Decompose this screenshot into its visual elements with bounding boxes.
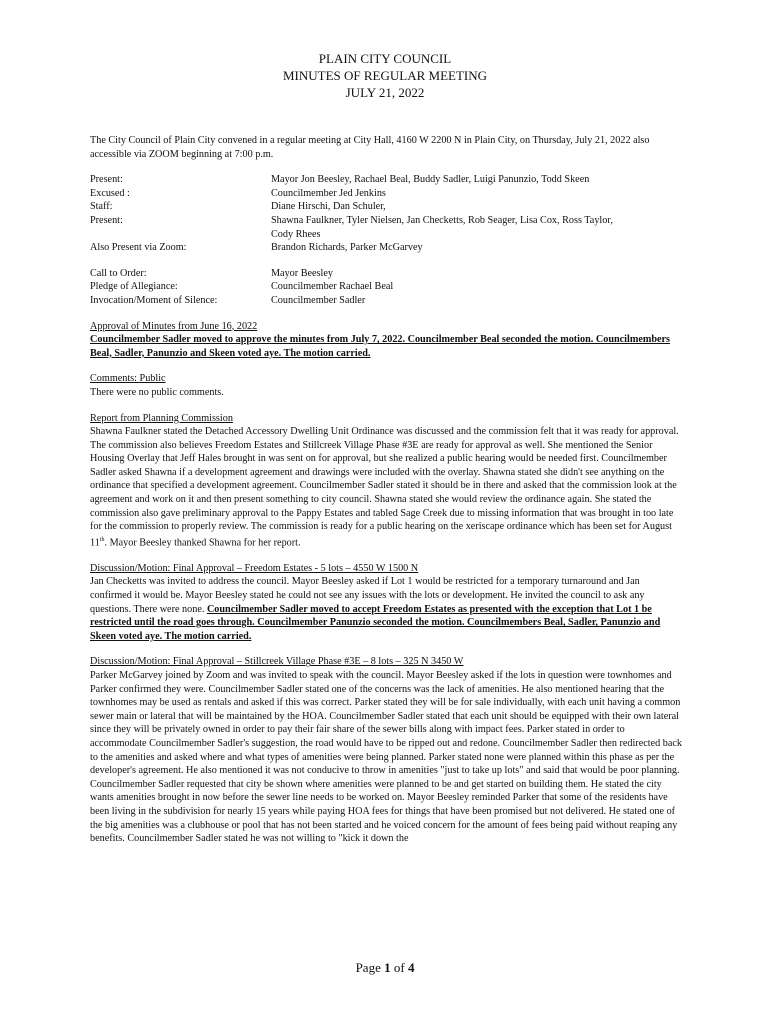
attendance-labels bbox=[90, 173, 271, 255]
footer-page-word: Page bbox=[355, 960, 381, 975]
document-title bbox=[0, 50, 770, 101]
freedom-section bbox=[90, 562, 682, 644]
attendance-block bbox=[90, 173, 682, 255]
attendance-value: Councilmember Jed Jenkins bbox=[271, 187, 386, 199]
stillcreek-section bbox=[90, 655, 682, 845]
comments-text: There were no public comments. bbox=[90, 386, 224, 398]
intro-paragraph: The City Council of Plain City convened in a regular meeting at City Hall, 4160 W 2200 N in Plain City, on Thursday, July 21, 2022 also accessible via ZOOM beginning at 7:00 p.m. bbox=[90, 135, 650, 160]
order-value: Councilmember Rachael Beal bbox=[271, 281, 394, 293]
order-label: Call to Order: bbox=[90, 267, 147, 279]
title-line-1: PLAIN CITY COUNCIL bbox=[318, 51, 452, 66]
planning-text-end: . Mayor Beesley thanked Shawna for her report. bbox=[104, 537, 301, 549]
freedom-heading: Discussion/Motion: Final Approval – Freedom Estates - 5 lots – 4550 W 1500 N bbox=[90, 562, 419, 574]
attendance-value: Cody Rhees bbox=[271, 228, 321, 240]
order-label: Pledge of Allegiance: bbox=[90, 281, 178, 293]
freedom-motion: Councilmember Sadler moved to accept Freedom Estates as presented with the exception that Lot 1 be restricted until the road goes through. Councilmember Panunzio seconded the motion. Councilmembers Beal, Sadler, Panunzio and Skeen voted aye. The motion carried. bbox=[90, 603, 661, 642]
ordinal-suffix: th bbox=[99, 536, 105, 543]
stillcreek-heading: Discussion/Motion: Final Approval – Stillcreek Village Phase #3E – 8 lots – 325 N 3450 W bbox=[90, 656, 464, 668]
attendance-label: Staff: bbox=[90, 201, 113, 213]
page-footer bbox=[0, 960, 770, 976]
attendance-label: Present: bbox=[90, 174, 123, 186]
comments-heading: Comments: Public bbox=[90, 373, 166, 385]
attendance-value: Diane Hirschi, Dan Schuler, bbox=[271, 201, 386, 213]
minutes-motion: Councilmember Sadler moved to approve the minutes from July 7, 2022. Councilmember Beal seconded the motion. Councilmembers Beal, Sadler, Panunzio and Skeen voted aye. The motion carried. bbox=[90, 334, 670, 359]
planning-text-main: Shawna Faulkner stated the Detached Accessory Dwelling Unit Ordinance was discussed and the commission felt that it was ready for approval. The commission also believes Freedom Estates and Stillcreek Village Phase #3E are ready for approval as well. She mentioned the Senior Housing Overlay that Jeff Hales brought in was sent on for approval, but she realized a public hearing would be needed first. Councilmember Sadler asked Shawna if a development agreement and drawings were included with the overlay. Shawna stated she didn't see anything on the ordinance that specified a development agreement. Councilmember Sadler stated it should be in there and asked that the commission look at the agreement and work on it and then present something to city council. Shawna stated she would review the ordinance again. She stated the commission also gave preliminary approval to the Pappy Estates and tabled Sage Creek due to missing information that was brought in too late for the commission to properly review. The commission is ready for a public hearing on the xeriscape ordinance which has been set for August 11 bbox=[90, 426, 679, 549]
freedom-text-block bbox=[90, 575, 682, 643]
planning-section bbox=[90, 412, 682, 550]
planning-heading: Report from Planning Commission bbox=[90, 412, 233, 424]
order-values bbox=[271, 267, 682, 308]
footer-of-word: of bbox=[393, 960, 405, 975]
stillcreek-text: Parker McGarvey joined by Zoom and was invited to speak with the council. Mayor Beesley asked if the lots in question were townhomes and Parker confirmed they were. Councilmember Sadler stated one of the concerns was the lack of amenities. He also mentioned hearing that the townhomes may be used as rentals and asked if this was correct. Parker stated they will be for sale individually, with each unit having a common sewer main or lateral that will be maintained by the HOA. Councilmember Sadler stated that each unit should be equipped with their own lateral since they will be privately owned in order to pay their fair share of the sewer bills along with impact fees. Parker stated in order to accommodate Councilmember Sadler's suggestion, the road would have to be ripped out and redone. Councilmember Sadler then redirected back to the amenities and asked where and what types of amenities were being planned. Parker stated none were planned within this phase as per the developer's agreement. He also mentioned it was not conducive to throw in amenities "just to take up lots" and said that would be poor planning. Councilmember Sadler requested that city be shown where amenities were planned to be and get started on building them. He stated the city wants amenities brought in now before the sewer line needs to be worked on. Mayor Beesley reminded Parker that some of the residents have been living in the subdivision for nearly 15 years while paying HOA fees for things that have been promised but not delivered. He stated one of the big amenities was a clubhouse or pool that has not been started and he voiced concern for the amount of fees being paid without reaping any benefits. Councilmember Sadler stated he was not willing to "kick it down the bbox=[90, 669, 682, 845]
document-body bbox=[90, 134, 682, 858]
title-line-2: MINUTES OF REGULAR MEETING bbox=[282, 68, 488, 83]
title-line-3: JULY 21, 2022 bbox=[345, 85, 425, 100]
attendance-label: Present: bbox=[90, 214, 123, 226]
footer-page-number: 1 bbox=[384, 960, 391, 975]
order-labels bbox=[90, 267, 271, 308]
order-value: Mayor Beesley bbox=[271, 267, 333, 279]
planning-text bbox=[90, 425, 682, 550]
attendance-value: Shawna Faulkner, Tyler Nielsen, Jan Checketts, Rob Seager, Lisa Cox, Ross Taylor, bbox=[271, 214, 613, 226]
attendance-label bbox=[90, 228, 271, 242]
minutes-section bbox=[90, 320, 682, 361]
order-block bbox=[90, 267, 682, 308]
order-label: Invocation/Moment of Silence: bbox=[90, 294, 218, 306]
footer-page-total: 4 bbox=[407, 960, 415, 975]
comments-section bbox=[90, 372, 682, 399]
attendance-value: Mayor Jon Beesley, Rachael Beal, Buddy Sadler, Luigi Panunzio, Todd Skeen bbox=[271, 174, 590, 186]
minutes-heading: Approval of Minutes from June 16, 2022 bbox=[90, 320, 258, 332]
attendance-values bbox=[271, 173, 682, 255]
order-value: Councilmember Sadler bbox=[271, 294, 366, 306]
freedom-text: Jan Checketts was invited to address the council. Mayor Beesley asked if Lot 1 would be restricted for a temporary turnaround and Jan confirmed it would be. Mayor Beesley stated he could not see any issues with the lots or development. He invited the council to ask any questions. There were none. bbox=[90, 576, 645, 615]
attendance-label: Excused : bbox=[90, 187, 130, 199]
attendance-label: Also Present via Zoom: bbox=[90, 242, 187, 254]
attendance-value: Brandon Richards, Parker McGarvey bbox=[271, 242, 423, 254]
